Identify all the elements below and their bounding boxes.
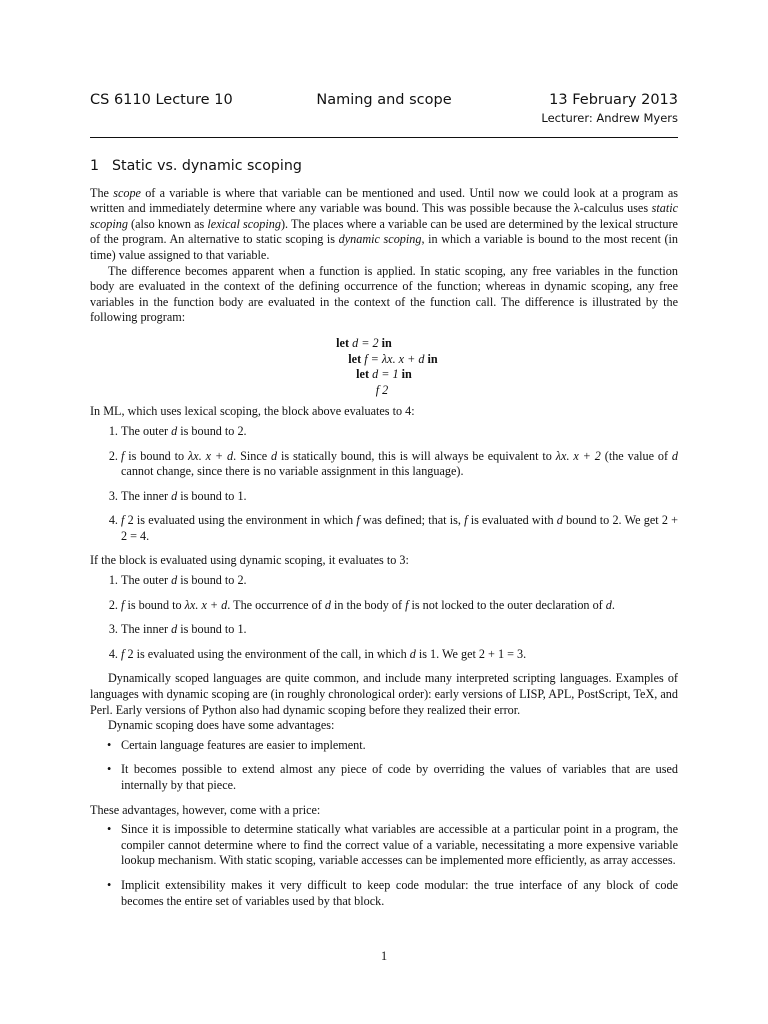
text-run: is bound to 2. [177, 573, 247, 588]
term-dynamic-scoping: dynamic scoping [338, 232, 422, 247]
text-run: is bound to [124, 597, 185, 612]
math-term: f [405, 597, 409, 612]
header-rule [90, 137, 678, 138]
list-item: • Implicit extensibility makes it very difficult to keep code modular: the true interface of any block of code becomes the entire set of variables used by that block. [121, 878, 678, 909]
program-expr: d = 1 [369, 367, 402, 382]
text-run: (the value of [600, 448, 672, 463]
keyword-in: in [427, 351, 438, 366]
paragraph-scope-definition [90, 186, 678, 264]
math-term: d [605, 597, 612, 612]
list-item [121, 622, 678, 638]
math-term: d [171, 622, 178, 637]
list-item [121, 424, 678, 440]
math-term: d [271, 448, 278, 463]
ml-evaluation-steps [90, 424, 678, 545]
keyword-in: in [401, 367, 412, 382]
list-item: • Since it is impossible to determine statically what variables are accessible at a particular point in a program, the compiler cannot determine where to find the correct value of a variable, necessitating a more expensive variable lookup mechanism. With static scoping, variable accesses can be implemented more efficiently, as array accesses. [121, 822, 678, 869]
lecture-topic: Naming and scope [316, 92, 452, 108]
text-run: 2 is evaluated using the environment in which [124, 513, 357, 528]
keyword-let: let [336, 335, 350, 350]
list-item [121, 573, 678, 589]
text-run: , in which a variable is bound to the most recent (in time) value assigned to that variable. [90, 232, 678, 262]
math-term: λx. x + d [188, 448, 234, 463]
text-run: of a variable is where that variable can be mentioned and used. Until now we could look at a program as written and immediately determine where any variable was bound. This was possible because the λ-calculus uses [90, 185, 678, 216]
program-line-4: f 2 [375, 382, 389, 397]
text-run: The [90, 185, 114, 200]
text-run: bound to 2. We get 2 + 2 = 4. [121, 513, 678, 543]
list-item [121, 598, 678, 614]
math-term: f [121, 597, 125, 612]
lecturer-name: Lecturer: Andrew Myers [541, 111, 678, 125]
term-scope: scope [113, 185, 141, 200]
program-line-3 [90, 367, 678, 383]
paragraph-advantages-intro: Dynamic scoping does have some advantages: [108, 718, 335, 733]
text-run: The outer [121, 423, 172, 438]
price-intro: These advantages, however, come with a price: [90, 802, 321, 817]
disadvantages-list [90, 822, 678, 909]
list-item [121, 489, 678, 505]
text-run: is 1. We get 2 + 1 = 3. [415, 646, 527, 661]
math-term: f [121, 448, 125, 463]
text-run: The outer [121, 573, 172, 588]
text-run: is not locked to the outer declaration of [408, 597, 606, 612]
paragraph-difference: The difference becomes apparent when a function is applied. In static scoping, any free variables in the function body are evaluated in the context of the defining occurrence of the function; whereas in dynamic scoping, any free variables in the function body are evaluated in the context of the function call. The difference is illustrated by the following program: [90, 263, 678, 325]
section-title: Static vs. dynamic scoping [112, 158, 302, 174]
keyword-in: in [381, 335, 392, 350]
advantages-list [90, 738, 678, 794]
math-term: λx. x + 2 [555, 448, 601, 463]
main-content [90, 159, 678, 918]
text-run: (also known as [127, 216, 208, 231]
term-lexical-scoping: lexical scoping [207, 216, 281, 231]
math-term: f [356, 513, 360, 528]
paragraph-languages: Dynamically scoped languages are quite common, and include many interpreted scripting languages. Examples of languages with dynamic scoping are (in roughly chronological order): early versions of LISP, APL, PostScript, TeX, and Perl. Early versions of Python also had dynamic scoping before they realized their error. [90, 671, 678, 717]
program-expr: d = 2 [349, 335, 382, 350]
text-run: is bound to 1. [177, 622, 247, 637]
list-item [121, 647, 678, 663]
text-run: . The occurrence of [227, 597, 325, 612]
math-term: d [409, 646, 416, 661]
keyword-let: let [356, 367, 370, 382]
math-term: d [671, 448, 679, 463]
text-run: The inner [121, 488, 172, 503]
dynamic-intro: If the block is evaluated using dynamic scoping, it evaluates to 3: [90, 553, 409, 568]
list-item: • It becomes possible to extend almost any piece of code by overriding the values of variables that are used internally by that piece. [121, 762, 678, 793]
math-term: d [171, 488, 178, 503]
text-run: . Since [233, 448, 272, 463]
ml-intro: In ML, which uses lexical scoping, the block above evaluates to 4: [90, 404, 415, 419]
keyword-let: let [348, 351, 362, 366]
list-item: • Certain language features are easier to implement. [121, 738, 678, 754]
program-line-2 [108, 352, 678, 368]
math-term: f [464, 513, 468, 528]
math-term: d [324, 597, 331, 612]
term-static-scoping: static scoping [90, 201, 678, 231]
page-number: 1 [380, 949, 388, 963]
dynamic-evaluation-steps [90, 573, 678, 662]
text-run: is bound to [124, 448, 189, 463]
math-term: d [171, 573, 178, 588]
math-term: d [171, 423, 178, 438]
text-run: 2 is evaluated using the environment of the call, in which [124, 646, 410, 661]
text-run: is bound to 2. [177, 423, 247, 438]
text-run: is evaluated with [467, 513, 557, 528]
lecture-date: 13 February 2013 [549, 92, 678, 108]
text-run: is statically bound, this is will always be equivalent to [277, 448, 556, 463]
math-term: f [121, 646, 125, 661]
course-title: CS 6110 Lecture 10 [90, 92, 233, 108]
list-item [121, 449, 678, 480]
example-program [90, 336, 678, 398]
section-heading [90, 159, 678, 175]
text-run: . [611, 597, 615, 612]
section-number: 1 [90, 158, 100, 174]
text-run: The inner [121, 622, 172, 637]
math-term: λx. x + d [184, 597, 228, 612]
program-line-1 [50, 336, 678, 352]
list-item [121, 513, 678, 544]
math-term: f [121, 513, 125, 528]
math-term: d [556, 513, 563, 528]
program-expr: f = λx. x + d [361, 351, 428, 366]
text-run: in the body of [330, 597, 406, 612]
text-run: ). The places where a variable can be used are determined by the lexical structure of the program. An alternative to static scoping is [90, 216, 678, 247]
text-run: cannot change, since there is no variable assignment in this language). [121, 464, 464, 479]
text-run: was defined; that is, [359, 513, 465, 528]
text-run: is bound to 1. [177, 488, 247, 503]
